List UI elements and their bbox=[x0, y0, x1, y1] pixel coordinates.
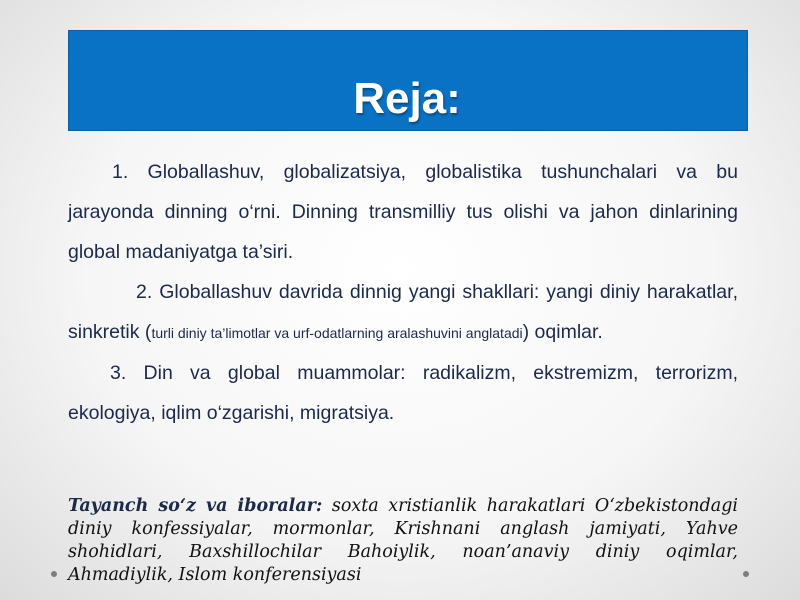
plan-list bbox=[68, 152, 738, 433]
plan-item-2-end: ) oqimlar. bbox=[522, 321, 603, 343]
plan-item-1: 1. Globallashuv, globalizatsiya, globalistika tushunchalari va bu jarayonda dinning o‘rni. Dinning transmilliy tus olishi va jahon dinlarining global madaniyatga ta’siri. bbox=[68, 161, 738, 263]
keywords-label: Tayanch so‘z va iboralar: bbox=[68, 496, 323, 516]
plan-item-2-main: 2. Globallashuv davrida dinnig yangi shakllari: yangi diniy harakatlar, sinkretik ( bbox=[68, 281, 738, 343]
plan-item-3: 3. Din va global muammolar: radikalizm, ekstremizm, terrorizm, ekologiya, iqlim o‘zgarishi, migratsiya. bbox=[68, 362, 738, 424]
decor-dot-left bbox=[51, 571, 57, 577]
plan-item-2-note: turli diniy ta’limotlar va urf-odatlarning aralashuvini anglatadi bbox=[151, 325, 523, 341]
keywords-block bbox=[68, 495, 738, 587]
decor-dot-right bbox=[743, 571, 749, 577]
plan-item-2 bbox=[68, 272, 738, 353]
keywords-text: soxta xristianlik harakatlari O‘zbekistondagi diniy konfessiyalar, mormonlar, Krishnani anglash jamiyati, Yahve shohidlari, Baxshillochilar Bahoiylik, noan’anaviy diniy oqimlar, Ahmadiylik, Islom konferensiyasi bbox=[68, 496, 738, 585]
slide-title: Reja: bbox=[353, 74, 461, 123]
